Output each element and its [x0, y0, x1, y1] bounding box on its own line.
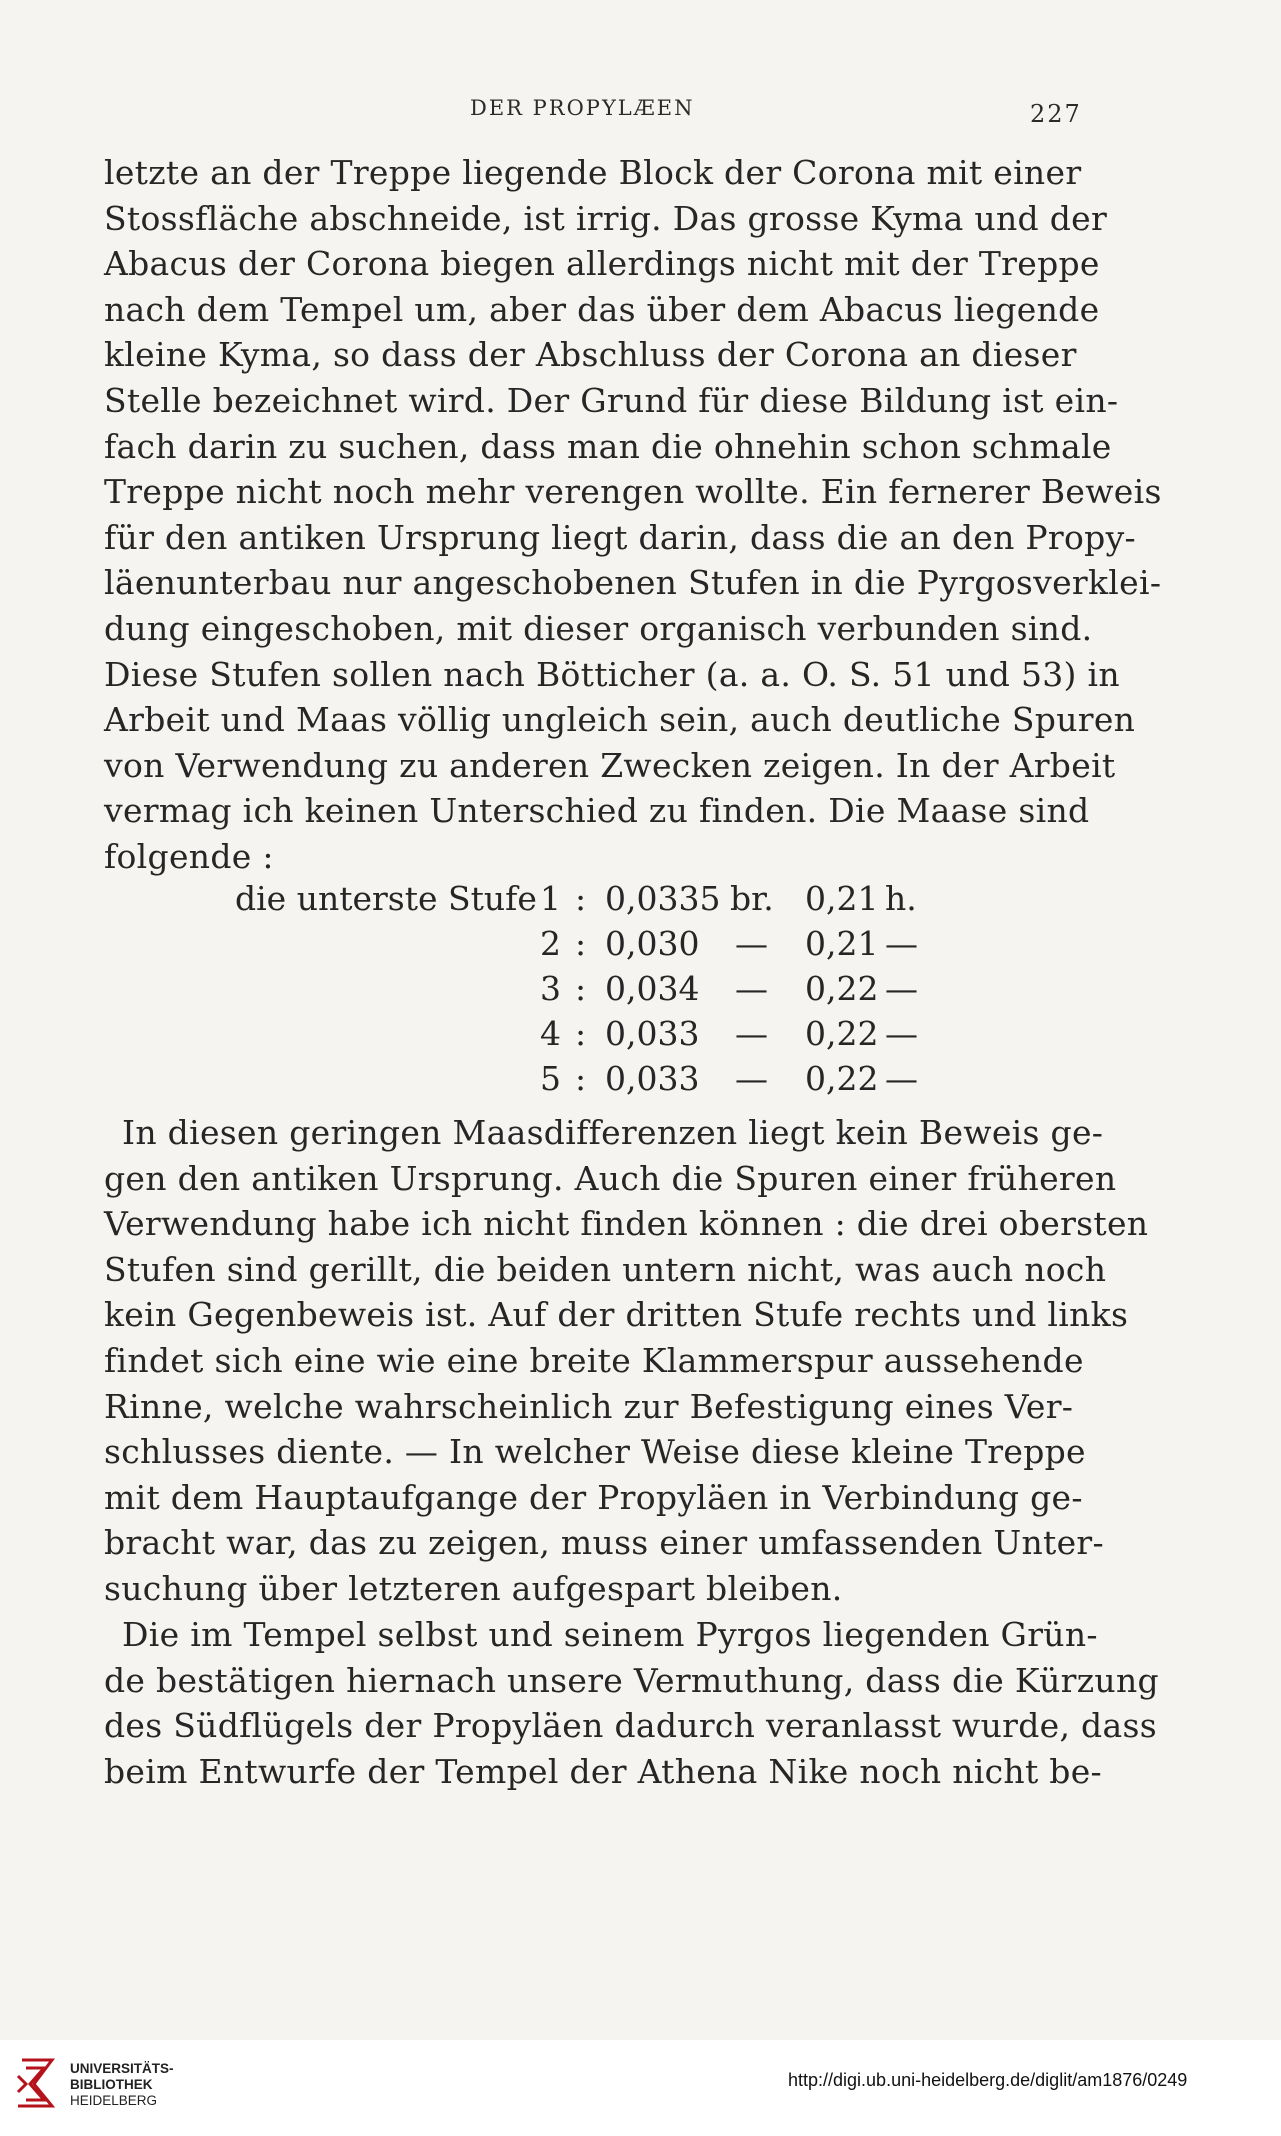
library-name-line: BIBLIOTHEK	[70, 2077, 153, 2092]
text-line: In diesen geringen Maasdifferenzen liegt kein Beweis ge-	[122, 1113, 1104, 1152]
breadth-unit: —	[735, 1059, 768, 1098]
text-line: Rinne, welche wahrscheinlich zur Befestigung eines Ver-	[104, 1386, 1074, 1426]
height-value: 0,21	[805, 879, 879, 918]
text-line: für den antiken Ursprung liegt darin, dass die an den Propy-	[104, 517, 1136, 557]
paragraph-2	[104, 1110, 1149, 1612]
separator: :	[575, 924, 587, 963]
text-line: letzte an der Treppe liegende Block der Corona mit einer	[104, 153, 1082, 192]
step-number: 2	[540, 924, 561, 963]
text-line: kleine Kyma, so dass der Abschluss der Corona an dieser	[104, 335, 1077, 375]
step-number: 5	[540, 1059, 561, 1098]
text-line: läenunterbau nur angeschobenen Stufen in die Pyrgosverklei-	[104, 563, 1162, 603]
text-line: Stufen sind gerillt, die beiden untern nicht, was auch noch	[104, 1249, 1107, 1289]
text-line: des Südflügels der Propyläen dadurch veranlasst wurde, dass	[104, 1706, 1157, 1746]
text-line: schlusses diente. — In welcher Weise diese kleine Treppe	[104, 1432, 1086, 1472]
library-name-line: UNIVERSITÄTS-	[70, 2061, 174, 2076]
separator: :	[575, 1059, 587, 1098]
height-value: 0,22	[805, 1014, 879, 1053]
source-url[interactable]: http://digi.ub.uni-heidelberg.de/diglit/am1876/0249	[788, 2070, 1188, 2090]
running-title: DER PROPYLÆEN	[470, 96, 695, 120]
breadth-unit: —	[735, 924, 768, 963]
text-line: bracht war, das zu zeigen, muss einer umfassenden Unter-	[104, 1523, 1104, 1563]
paragraph-1	[104, 150, 1162, 880]
footer-bar	[0, 2040, 1281, 2136]
text-line: dung eingeschoben, mit dieser organisch verbunden sind.	[104, 608, 1093, 648]
text-line: Abacus der Corona biegen allerdings nicht mit der Treppe	[104, 244, 1100, 284]
text-line: Stelle bezeichnet wird. Der Grund für diese Bildung ist ein-	[104, 380, 1119, 420]
height-unit: —	[885, 1059, 918, 1098]
library-logo-icon	[12, 2054, 60, 2112]
separator: :	[575, 879, 587, 918]
height-unit: h.	[885, 879, 917, 918]
paragraph-3	[104, 1612, 1159, 1794]
breadth-value: 0,034	[605, 969, 700, 1008]
text-line: Verwendung habe ich nicht finden können : die drei obersten	[104, 1204, 1149, 1244]
height-value: 0,21	[805, 924, 879, 963]
text-line: vermag ich keinen Unterschied zu finden. Die Maase sind	[104, 791, 1090, 831]
library-name	[70, 2061, 174, 2109]
text-line: Die im Tempel selbst und seinem Pyrgos liegenden Grün-	[122, 1615, 1098, 1654]
breadth-value: 0,0335	[605, 879, 721, 918]
text-line: kein Gegenbeweis ist. Auf der dritten Stufe rechts und links	[104, 1295, 1129, 1335]
breadth-value: 0,033	[605, 1014, 700, 1053]
text-line: Stossfläche abschneide, ist irrig. Das grosse Kyma und der	[104, 198, 1108, 238]
text-line: fach darin zu suchen, dass man die ohnehin schon schmale	[104, 426, 1112, 466]
library-name-line: HEIDELBERG	[70, 2093, 158, 2108]
text-line: folgende :	[104, 836, 274, 876]
breadth-value: 0,033	[605, 1059, 700, 1098]
step-number: 4	[540, 1014, 561, 1053]
text-line: findet sich eine wie eine breite Klammerspur aussehende	[104, 1340, 1084, 1380]
page-number: 227	[1030, 100, 1082, 128]
step-number: 1	[540, 879, 561, 918]
breadth-unit: —	[735, 1014, 768, 1053]
height-unit: —	[885, 969, 918, 1008]
text-line: Arbeit und Maas völlig ungleich sein, auch deutliche Spuren	[104, 700, 1136, 740]
text-line: Diese Stufen sollen nach Bötticher (a. a. O. S. 51 und 53) in	[104, 654, 1120, 694]
text-line: suchung über letzteren aufgespart bleiben.	[104, 1568, 843, 1608]
text-line: gen den antiken Ursprung. Auch die Spuren einer früheren	[104, 1158, 1117, 1198]
height-unit: —	[885, 924, 918, 963]
breadth-unit: —	[735, 969, 768, 1008]
text-line: von Verwendung zu anderen Zwecken zeigen. In der Arbeit	[104, 745, 1116, 785]
breadth-unit: br.	[730, 879, 774, 918]
text-line: mit dem Hauptaufgange der Propyläen in Verbindung ge-	[104, 1477, 1083, 1517]
separator: :	[575, 969, 587, 1008]
text-line: nach dem Tempel um, aber das über dem Abacus liegende	[104, 289, 1100, 329]
step-number: 3	[540, 969, 561, 1008]
measurement-label: die unterste Stufe	[235, 879, 537, 918]
height-unit: —	[885, 1014, 918, 1053]
text-line: Treppe nicht noch mehr verengen wollte. Ein fernerer Beweis	[104, 472, 1162, 512]
separator: :	[575, 1014, 587, 1053]
height-value: 0,22	[805, 969, 879, 1008]
page-header	[0, 96, 1281, 136]
text-line: de bestätigen hiernach unsere Vermuthung, dass die Kürzung	[104, 1660, 1159, 1700]
height-value: 0,22	[805, 1059, 879, 1098]
breadth-value: 0,030	[605, 924, 700, 963]
text-line: beim Entwurfe der Tempel der Athena Nike noch nicht be-	[104, 1751, 1103, 1791]
